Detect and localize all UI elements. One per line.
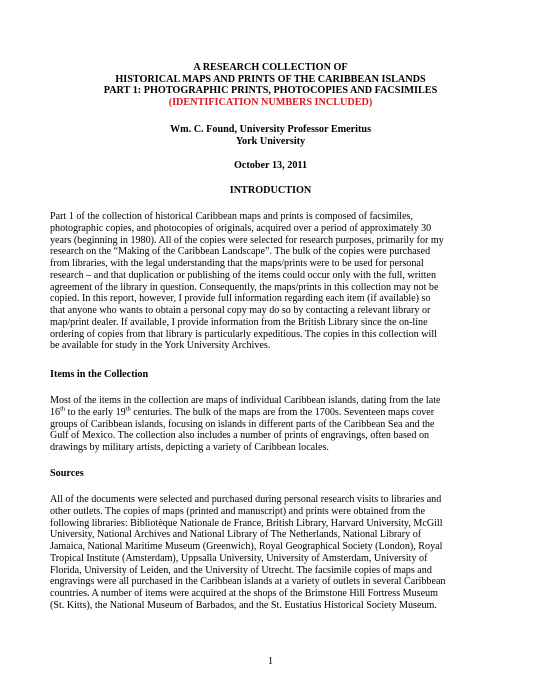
title-line-2: HISTORICAL MAPS AND PRINTS OF THE CARIBBEAN ISLANDS	[115, 73, 426, 85]
text-line: drawings by military artists, depicting a variety of Caribbean locales.	[50, 442, 329, 453]
author-affiliation: York University	[235, 136, 306, 147]
title-line-3: PART 1: PHOTOGRAPHIC PRINTS, PHOTOCOPIES AND FACSIMILES	[103, 85, 438, 97]
text-line: Jamaica, National Maritime Museum (Greenwich), Royal Geographical Society (London), Royal	[50, 541, 443, 552]
superscript: th	[60, 405, 66, 413]
text-line: following libraries: Bibliotèque Nationale de France, British Library, Harvard University, McGill	[50, 517, 443, 529]
author-block	[0, 124, 541, 148]
items-in-collection-heading: Items in the Collection	[50, 369, 149, 380]
text-line: that anyone who wants to obtain a personal copy may do so by contacting a relevant library or	[50, 305, 431, 316]
superscript: th	[125, 405, 131, 413]
text-line: years (beginning in 1980). All of the copies were selected for research purposes, primarily for my	[50, 234, 444, 246]
text-line: research on the “Making of the Caribbean Landscape”. The bulk of the copies were purchased	[50, 246, 431, 258]
text-line: Florida, University of Leiden, and the University of Utrecht. The facsimile copies of maps and	[50, 564, 432, 576]
document-title	[0, 62, 541, 108]
text-line: be available for study in the York University Archives.	[50, 340, 271, 352]
text-line: groups of Caribbean islands, focusing on islands in different parts of the Caribbean Sea and the	[50, 418, 435, 430]
text-line: copied. In this report, however, I provide full information regarding each item (if available) so	[50, 293, 431, 305]
text-line: University, National Archives and National Library of The Netherlands, National Library of	[50, 529, 422, 541]
text-line: (St. Kitts), the National Museum of Barbados, and the St. Eustatius Historical Society Museum.	[50, 599, 437, 611]
text-line: All of the documents were selected and purchased during personal research visits to libraries and	[50, 494, 442, 505]
text-line: from libraries, with the legal understanding that the maps/prints were to be used for personal	[50, 258, 424, 269]
introduction-heading: INTRODUCTION	[229, 185, 312, 196]
sources-heading: Sources	[50, 468, 84, 479]
text-fragment: to the early 19	[65, 406, 126, 418]
text-fragment: 16	[50, 406, 61, 418]
introduction-paragraph	[50, 211, 500, 352]
document-date: October 13, 2011	[233, 160, 308, 171]
items-paragraph	[50, 395, 500, 454]
sources-paragraph	[50, 494, 500, 612]
text-line: Part 1 of the collection of historical Caribbean maps and prints is composed of facsimiles,	[50, 211, 414, 222]
text-line: agreement of the library in question. Consequently, the maps/prints in this collection may not be	[50, 281, 439, 293]
text-line: other outlets. The copies of maps (printed and manuscript) and prints were obtained from the	[50, 505, 426, 517]
title-line-4-identification-note: (IDENTIFICATION NUMBERS INCLUDED)	[168, 96, 373, 108]
text-line: photographic copies, and photocopies of originals, acquired over a period of approximately 30	[50, 222, 432, 234]
text-line: Most of the items in the collection are maps of individual Caribbean islands, dating from the late	[50, 395, 441, 406]
page-number: 1	[267, 656, 274, 667]
author-name: Wm. C. Found, University Professor Emeritus	[169, 124, 372, 135]
text-line: ordering of copies from that library is particularly expeditious. The copies in this collection will	[50, 328, 437, 340]
text-fragment: centuries. The bulk of the maps are from the 1700s. Seventeen maps cover	[130, 406, 435, 418]
text-line: Tropical Institute (Amsterdam), Uppsalla University, University of Amsterdam, University of	[50, 552, 428, 564]
text-line: countries. A number of items were acquired at the shops of the Brimstone Hill Fortress Museum	[50, 588, 438, 599]
text-line: Gulf of Mexico. The collection also includes a number of prints of engravings, often based on	[50, 430, 430, 442]
text-line: map/print dealer. If available, I provide information from the British Library since the on-line	[50, 316, 428, 328]
text-line: research – and that duplication or publishing of the items could occur only with the full, written	[50, 269, 436, 281]
text-line	[50, 407, 500, 419]
text-line: engravings were all purchased in the Caribbean islands at a variety of outlets in several Caribbean	[50, 576, 446, 588]
title-line-1: A RESEARCH COLLECTION OF	[193, 62, 348, 73]
